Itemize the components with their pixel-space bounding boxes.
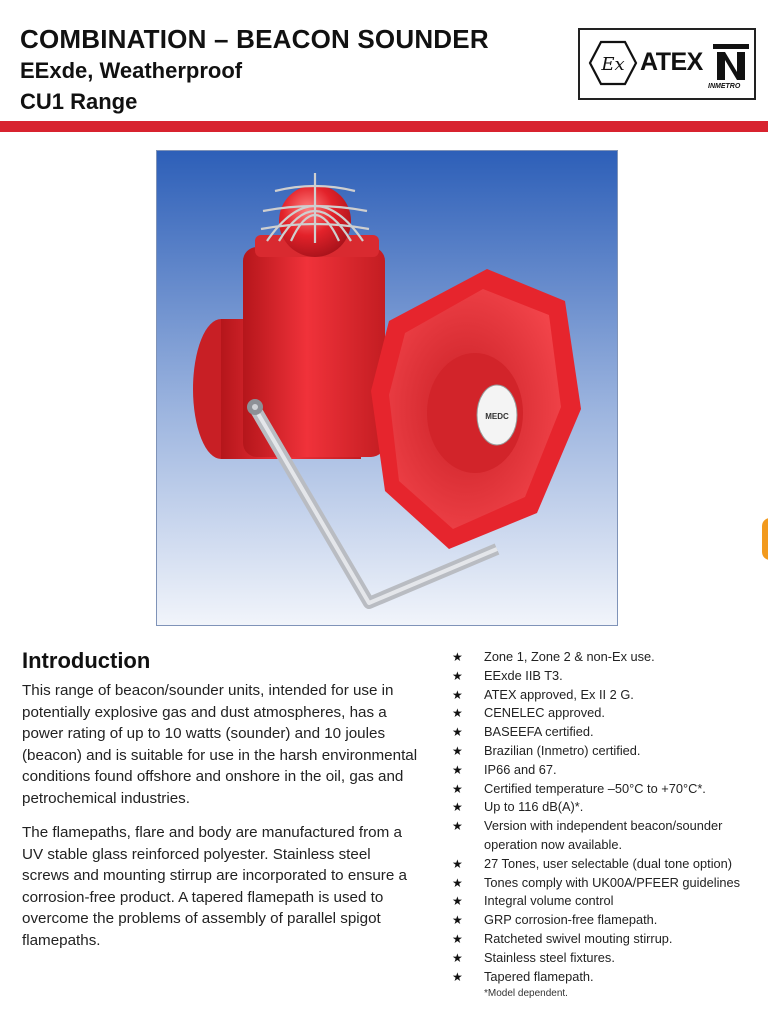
ex-hexagon-icon (588, 40, 638, 86)
feature-text: Up to 116 dB(A)*. (484, 799, 584, 815)
feature-text: Integral volume control (484, 893, 614, 909)
feature-item (452, 874, 762, 893)
feature-item (452, 911, 762, 930)
feature-text: Tones comply with UK00A/PFEER guidelines (484, 874, 741, 890)
feature-text: Zone 1, Zone 2 & non-Ex use. (484, 649, 655, 664)
feature-item (452, 930, 762, 949)
star-bullet-icon: ★ (452, 668, 463, 683)
star-bullet-icon: ★ (452, 743, 463, 758)
title-line-1: COMBINATION – BEACON SOUNDER (20, 24, 489, 54)
feature-item (452, 949, 762, 968)
feature-text: Brazilian (Inmetro) certified. (484, 742, 641, 758)
introduction-paragraph-1: This range of beacon/sounder units, intended for use in potentially explosive gas and dust atmospheres, has a power rating of up to 10 watts (sounder) and 10 joules (beacon) and is suitable for use in the harsh environmental conditions found offshore and onshore in the oil, gas and petrochemical industries. (22, 682, 418, 807)
certification-logos (578, 28, 756, 100)
ex-logo-text: Ex (601, 54, 625, 75)
feature-item (452, 968, 762, 987)
introduction-paragraph-2: The flamepaths, flare and body are manufactured from a UV stable glass reinforced polyester. Stainless steel screws and mounting stirrup are incorporated to ensure a corrosion-free product. A tapered flamepath is used to overcome the problems of assembly of parallel spigot flamepaths. (22, 824, 407, 949)
star-bullet-icon: ★ (452, 969, 463, 984)
feature-item (452, 742, 762, 761)
feature-text: EExde IIB T3. (484, 667, 563, 683)
page-edge-tab (762, 518, 768, 560)
star-bullet-icon: ★ (452, 819, 463, 834)
star-bullet-icon: ★ (452, 950, 463, 965)
feature-item (452, 667, 762, 686)
feature-text: Version with independent beacon/sounder operation now available. (484, 818, 723, 852)
atex-logo-text: ATEX (640, 48, 703, 76)
feature-item (452, 648, 762, 667)
star-bullet-icon: ★ (452, 687, 463, 702)
beacon-sounder-illustration (157, 151, 618, 626)
product-photo (156, 150, 618, 626)
page-header (0, 0, 768, 124)
feature-text: IP66 and 67. (484, 761, 557, 777)
feature-item (452, 798, 762, 817)
model-footnote: *Model dependent. (484, 988, 568, 999)
star-bullet-icon: ★ (452, 894, 463, 909)
star-bullet-icon: ★ (452, 781, 463, 796)
star-bullet-icon: ★ (452, 800, 463, 815)
inmetro-logo-icon (711, 40, 751, 82)
star-bullet-icon: ★ (452, 875, 463, 890)
title-line-2: EExde, Weatherproof (20, 58, 243, 83)
header-red-bar (0, 121, 768, 132)
feature-item (452, 780, 762, 799)
star-bullet-icon: ★ (452, 706, 463, 721)
inmetro-logo-text: INMETRO (708, 83, 741, 90)
star-bullet-icon: ★ (452, 650, 463, 664)
feature-text: Ratcheted swivel mouting stirrup. (484, 930, 673, 946)
feature-item (452, 761, 762, 780)
star-bullet-icon: ★ (452, 931, 463, 946)
feature-text: CENELEC approved. (484, 705, 605, 721)
feature-item (452, 686, 762, 705)
features-list (452, 648, 762, 986)
feature-text: BASEEFA certified. (484, 724, 594, 740)
star-bullet-icon: ★ (452, 762, 463, 777)
feature-item (452, 892, 762, 911)
feature-text: Certified temperature –50°C to +70°C*. (484, 780, 706, 796)
introduction-heading: Introduction (22, 648, 151, 673)
medc-badge-text: MEDC (485, 412, 509, 421)
feature-item (452, 817, 762, 855)
feature-item (452, 704, 762, 723)
feature-text: 27 Tones, user selectable (dual tone option) (484, 855, 733, 871)
feature-text: ATEX approved, Ex II 2 G. (484, 686, 634, 702)
star-bullet-icon: ★ (452, 913, 463, 928)
feature-item (452, 855, 762, 874)
title-line-3: CU1 Range (20, 89, 138, 114)
feature-text: Tapered flamepath. (484, 968, 594, 984)
star-bullet-icon: ★ (452, 725, 463, 740)
feature-text: GRP corrosion-free flamepath. (484, 912, 658, 928)
feature-text: Stainless steel fixtures. (484, 949, 615, 965)
star-bullet-icon: ★ (452, 856, 463, 871)
feature-item (452, 723, 762, 742)
